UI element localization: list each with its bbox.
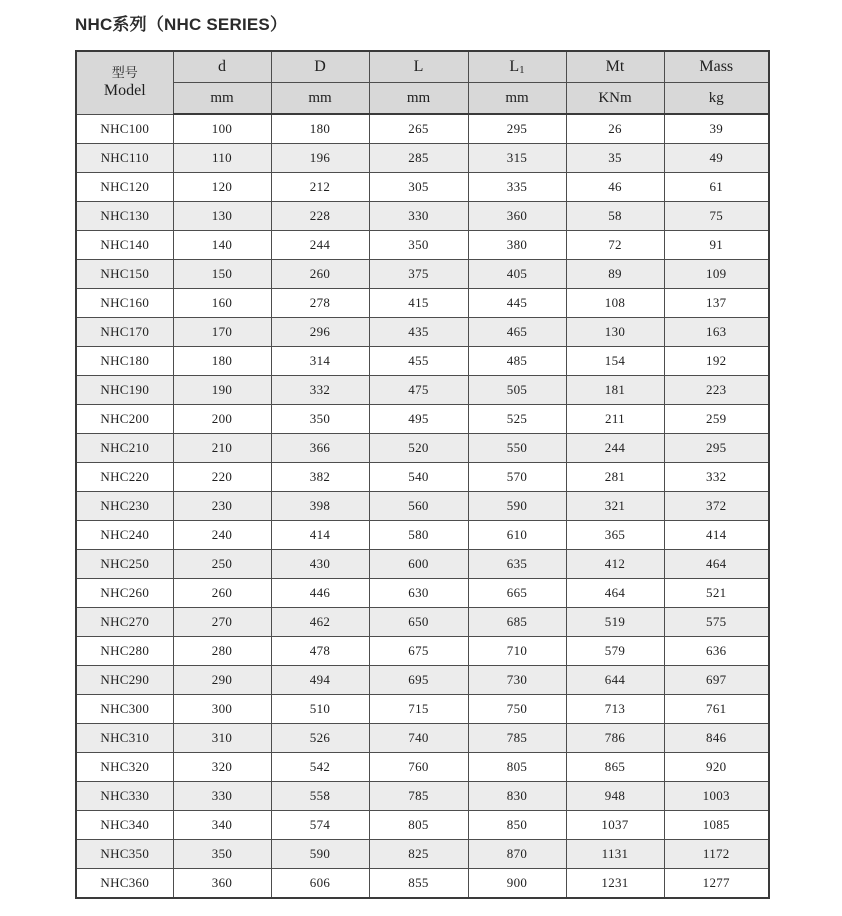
cell-d: 350: [271, 405, 369, 434]
cell-l: 785: [369, 782, 468, 811]
cell-mt: 713: [566, 695, 664, 724]
table-row: [76, 405, 769, 434]
header-model-zh: 型号: [111, 64, 138, 80]
table-row: [76, 434, 769, 463]
cell-mt: 154: [566, 347, 664, 376]
cell-mt: 58: [566, 202, 664, 231]
cell-l: 475: [369, 376, 468, 405]
table-row: [76, 260, 769, 289]
cell-l: 330: [369, 202, 468, 231]
cell-d: 382: [271, 463, 369, 492]
cell-l: 630: [369, 579, 468, 608]
cell-d: 332: [271, 376, 369, 405]
cell-d: 510: [271, 695, 369, 724]
header-d: d: [173, 51, 271, 83]
cell-mt: 46: [566, 173, 664, 202]
table-row: [76, 463, 769, 492]
table-row: [76, 173, 769, 202]
cell-model: NHC270: [76, 608, 173, 637]
cell-model: NHC110: [76, 144, 173, 173]
cell-model: NHC320: [76, 753, 173, 782]
cell-mass: 259: [664, 405, 769, 434]
unit-l: mm: [369, 83, 468, 115]
cell-mass: 920: [664, 753, 769, 782]
cell-d: 558: [271, 782, 369, 811]
cell-mass: 414: [664, 521, 769, 550]
cell-mass: 332: [664, 463, 769, 492]
cell-l: 540: [369, 463, 468, 492]
table-row: [76, 376, 769, 405]
cell-l: 455: [369, 347, 468, 376]
cell-d: 320: [173, 753, 271, 782]
cell-mass: 109: [664, 260, 769, 289]
cell-l1: 850: [468, 811, 566, 840]
header-row-units: [76, 83, 769, 115]
header-l1: $L_1$: [468, 51, 566, 83]
cell-model: NHC360: [76, 869, 173, 899]
cell-l: 740: [369, 724, 468, 753]
cell-d: 230: [173, 492, 271, 521]
cell-d: 414: [271, 521, 369, 550]
cell-mass: 75: [664, 202, 769, 231]
cell-model: NHC330: [76, 782, 173, 811]
cell-l1: 315: [468, 144, 566, 173]
cell-d: 260: [271, 260, 369, 289]
cell-d: 398: [271, 492, 369, 521]
cell-mt: 519: [566, 608, 664, 637]
cell-model: NHC200: [76, 405, 173, 434]
table-row: [76, 318, 769, 347]
cell-l1: 570: [468, 463, 566, 492]
cell-l1: 335: [468, 173, 566, 202]
cell-d: 314: [271, 347, 369, 376]
cell-l: 495: [369, 405, 468, 434]
cell-l: 415: [369, 289, 468, 318]
cell-mt: 211: [566, 405, 664, 434]
cell-l1: 805: [468, 753, 566, 782]
cell-mass: 1085: [664, 811, 769, 840]
cell-l1: 380: [468, 231, 566, 260]
cell-mt: 579: [566, 637, 664, 666]
cell-l1: 525: [468, 405, 566, 434]
cell-l1: 830: [468, 782, 566, 811]
cell-mass: 295: [664, 434, 769, 463]
table-row: [76, 637, 769, 666]
table-row: [76, 144, 769, 173]
cell-d: 350: [173, 840, 271, 869]
header-mass: Mass: [664, 51, 769, 83]
cell-mt: 130: [566, 318, 664, 347]
cell-model: NHC220: [76, 463, 173, 492]
cell-l: 600: [369, 550, 468, 579]
table-body: [76, 114, 769, 898]
cell-d: 150: [173, 260, 271, 289]
table-row: [76, 753, 769, 782]
cell-l: 580: [369, 521, 468, 550]
cell-l: 805: [369, 811, 468, 840]
cell-l1: 610: [468, 521, 566, 550]
cell-d: 250: [173, 550, 271, 579]
cell-l1: 750: [468, 695, 566, 724]
cell-mass: 521: [664, 579, 769, 608]
cell-mt: 72: [566, 231, 664, 260]
cell-mass: 163: [664, 318, 769, 347]
cell-mass: 575: [664, 608, 769, 637]
cell-mt: 948: [566, 782, 664, 811]
cell-mt: 865: [566, 753, 664, 782]
cell-mt: 181: [566, 376, 664, 405]
unit-mt: KNm: [566, 83, 664, 115]
cell-mt: 281: [566, 463, 664, 492]
cell-l: 350: [369, 231, 468, 260]
cell-mass: 1172: [664, 840, 769, 869]
cell-mass: 372: [664, 492, 769, 521]
cell-mass: 1277: [664, 869, 769, 899]
cell-model: NHC150: [76, 260, 173, 289]
header-row-names: [76, 51, 769, 83]
cell-l: 435: [369, 318, 468, 347]
header-mt: Mt: [566, 51, 664, 83]
cell-d: 260: [173, 579, 271, 608]
cell-l: 305: [369, 173, 468, 202]
cell-mt: 321: [566, 492, 664, 521]
cell-l1: 505: [468, 376, 566, 405]
cell-mt: 1231: [566, 869, 664, 899]
table-row: [76, 782, 769, 811]
cell-l: 265: [369, 114, 468, 144]
cell-l1: 685: [468, 608, 566, 637]
unit-mass: kg: [664, 83, 769, 115]
cell-mass: 39: [664, 114, 769, 144]
header-model-en: Model: [103, 81, 146, 99]
cell-l: 855: [369, 869, 468, 899]
table-row: [76, 114, 769, 144]
table-row: [76, 666, 769, 695]
cell-l: 695: [369, 666, 468, 695]
cell-l1: 710: [468, 637, 566, 666]
cell-mass: 636: [664, 637, 769, 666]
cell-model: NHC290: [76, 666, 173, 695]
cell-d: 494: [271, 666, 369, 695]
cell-model: NHC180: [76, 347, 173, 376]
cell-l1: 665: [468, 579, 566, 608]
cell-model: NHC300: [76, 695, 173, 724]
table-row: [76, 492, 769, 521]
cell-mass: 464: [664, 550, 769, 579]
cell-mt: 1131: [566, 840, 664, 869]
cell-mass: 697: [664, 666, 769, 695]
cell-mass: 192: [664, 347, 769, 376]
cell-mt: 244: [566, 434, 664, 463]
unit-l1: mm: [468, 83, 566, 115]
cell-mass: 137: [664, 289, 769, 318]
unit-d-cap: mm: [271, 83, 369, 115]
cell-l1: 590: [468, 492, 566, 521]
cell-d: 210: [173, 434, 271, 463]
cell-mt: 89: [566, 260, 664, 289]
cell-model: NHC310: [76, 724, 173, 753]
cell-d: 130: [173, 202, 271, 231]
cell-mt: 786: [566, 724, 664, 753]
table-row: [76, 550, 769, 579]
cell-l1: 405: [468, 260, 566, 289]
cell-model: NHC130: [76, 202, 173, 231]
cell-l1: 295: [468, 114, 566, 144]
cell-d: 280: [173, 637, 271, 666]
cell-l: 825: [369, 840, 468, 869]
cell-d: 190: [173, 376, 271, 405]
cell-model: NHC120: [76, 173, 173, 202]
cell-model: NHC280: [76, 637, 173, 666]
cell-d: 340: [173, 811, 271, 840]
table-row: [76, 521, 769, 550]
cell-l1: 445: [468, 289, 566, 318]
cell-d: 478: [271, 637, 369, 666]
cell-mass: 61: [664, 173, 769, 202]
table-row: [76, 608, 769, 637]
cell-model: NHC230: [76, 492, 173, 521]
cell-d: 360: [173, 869, 271, 899]
cell-d: 244: [271, 231, 369, 260]
cell-d: 180: [271, 114, 369, 144]
cell-mt: 464: [566, 579, 664, 608]
cell-d: 462: [271, 608, 369, 637]
cell-d: 430: [271, 550, 369, 579]
cell-model: NHC160: [76, 289, 173, 318]
cell-l1: 785: [468, 724, 566, 753]
cell-l: 760: [369, 753, 468, 782]
cell-model: NHC240: [76, 521, 173, 550]
cell-model: NHC210: [76, 434, 173, 463]
table-row: [76, 289, 769, 318]
cell-d: 296: [271, 318, 369, 347]
cell-model: NHC260: [76, 579, 173, 608]
cell-d: 606: [271, 869, 369, 899]
cell-d: 310: [173, 724, 271, 753]
table-row: [76, 347, 769, 376]
cell-l1: 870: [468, 840, 566, 869]
cell-d: 290: [173, 666, 271, 695]
cell-model: NHC340: [76, 811, 173, 840]
cell-l: 675: [369, 637, 468, 666]
cell-mass: 91: [664, 231, 769, 260]
cell-d: 220: [173, 463, 271, 492]
cell-l1: 485: [468, 347, 566, 376]
cell-l1: 550: [468, 434, 566, 463]
cell-d: 446: [271, 579, 369, 608]
header-model: [76, 51, 173, 114]
cell-d: 574: [271, 811, 369, 840]
table-row: [76, 695, 769, 724]
cell-d: 180: [173, 347, 271, 376]
cell-d: 590: [271, 840, 369, 869]
table-row: [76, 202, 769, 231]
cell-d: 330: [173, 782, 271, 811]
cell-model: NHC250: [76, 550, 173, 579]
table-row: [76, 840, 769, 869]
cell-d: 270: [173, 608, 271, 637]
cell-model: NHC190: [76, 376, 173, 405]
header-d-cap: D: [271, 51, 369, 83]
cell-d: 278: [271, 289, 369, 318]
table-row: [76, 231, 769, 260]
cell-l: 285: [369, 144, 468, 173]
cell-d: 170: [173, 318, 271, 347]
unit-d: mm: [173, 83, 271, 115]
cell-l1: 465: [468, 318, 566, 347]
cell-d: 212: [271, 173, 369, 202]
cell-mt: 108: [566, 289, 664, 318]
cell-d: 200: [173, 405, 271, 434]
cell-model: NHC100: [76, 114, 173, 144]
table-row: [76, 724, 769, 753]
cell-mt: 644: [566, 666, 664, 695]
cell-l: 375: [369, 260, 468, 289]
cell-l1: 360: [468, 202, 566, 231]
cell-mass: 223: [664, 376, 769, 405]
page-title: NHC系列（NHC SERIES）: [75, 15, 288, 34]
cell-mt: 412: [566, 550, 664, 579]
cell-mass: 761: [664, 695, 769, 724]
cell-mt: 26: [566, 114, 664, 144]
table-row: [76, 869, 769, 899]
table-row: [76, 811, 769, 840]
table-row: [76, 579, 769, 608]
cell-d: 100: [173, 114, 271, 144]
cell-model: NHC140: [76, 231, 173, 260]
nhc-series-table: [75, 50, 770, 899]
cell-d: 228: [271, 202, 369, 231]
cell-l1: 730: [468, 666, 566, 695]
cell-model: NHC170: [76, 318, 173, 347]
cell-d: 240: [173, 521, 271, 550]
cell-model: NHC350: [76, 840, 173, 869]
cell-d: 160: [173, 289, 271, 318]
cell-mass: 1003: [664, 782, 769, 811]
cell-mt: 365: [566, 521, 664, 550]
cell-l: 650: [369, 608, 468, 637]
cell-d: 196: [271, 144, 369, 173]
cell-d: 300: [173, 695, 271, 724]
cell-mass: 846: [664, 724, 769, 753]
cell-l: 715: [369, 695, 468, 724]
cell-l1: 900: [468, 869, 566, 899]
cell-d: 110: [173, 144, 271, 173]
header-l: L: [369, 51, 468, 83]
cell-d: 366: [271, 434, 369, 463]
cell-d: 120: [173, 173, 271, 202]
cell-mt: 35: [566, 144, 664, 173]
cell-l: 520: [369, 434, 468, 463]
cell-d: 526: [271, 724, 369, 753]
cell-l: 560: [369, 492, 468, 521]
cell-d: 542: [271, 753, 369, 782]
cell-d: 140: [173, 231, 271, 260]
cell-l1: 635: [468, 550, 566, 579]
cell-mass: 49: [664, 144, 769, 173]
cell-mt: 1037: [566, 811, 664, 840]
